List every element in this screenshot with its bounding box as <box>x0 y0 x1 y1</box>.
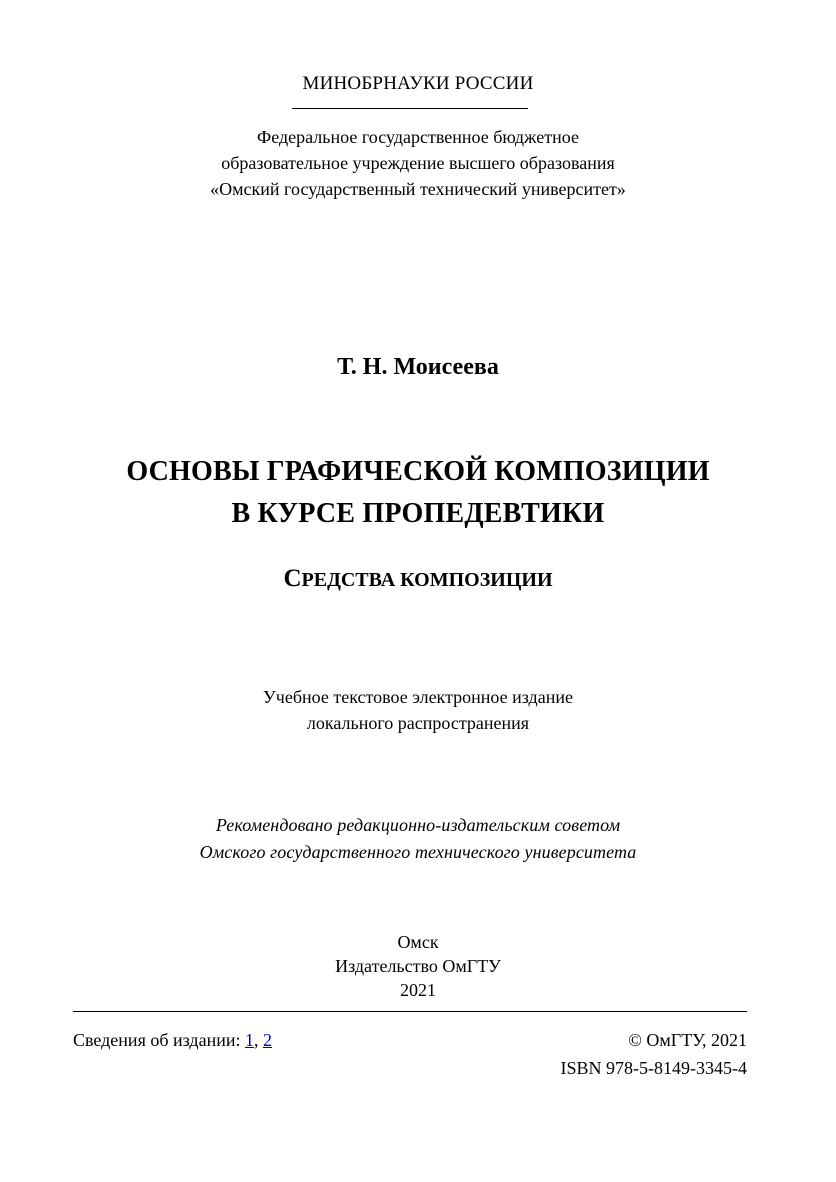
institution-line-1: Федеральное государственное бюджетное <box>257 127 579 147</box>
edition-info <box>73 1028 272 1052</box>
author-name: Т. Н. Моисеева <box>337 354 499 380</box>
book-title <box>0 451 836 535</box>
footer-divider <box>73 1011 747 1012</box>
edition-info-separator: , <box>253 1030 259 1050</box>
imprint-publisher: Издательство ОмГТУ <box>335 956 501 976</box>
edition-info-link-2[interactable]: 2 <box>262 1030 272 1050</box>
book-subtitle <box>0 563 836 596</box>
edition-type <box>0 684 836 736</box>
recommendation-line-2: Омского государственного технического университета <box>199 842 637 862</box>
institution-line-3: «Омский государственный технический университет» <box>210 179 626 199</box>
edition-info-link-1[interactable]: 1 <box>244 1030 254 1050</box>
edition-type-line-2: локального распространения <box>306 713 530 733</box>
institution-line-2: образовательное учреждение высшего образования <box>221 153 615 173</box>
edition-info-label: Сведения об издании: <box>73 1030 241 1050</box>
copyright: © ОмГТУ, 2021 <box>628 1030 747 1050</box>
institution-name <box>0 124 836 202</box>
imprint-city: Омск <box>397 932 439 952</box>
ministry-name: МИНОБРНАУКИ РОССИИ <box>302 73 534 94</box>
title-line-1: ОСНОВЫ ГРАФИЧЕСКОЙ КОМПОЗИЦИИ <box>126 456 710 487</box>
edition-type-line-1: Учебное текстовое электронное издание <box>263 687 573 707</box>
imprint <box>0 930 836 1002</box>
subtitle-first-letter: С <box>283 565 302 592</box>
title-line-2: В КУРСЕ ПРОПЕДЕВТИКИ <box>231 498 605 529</box>
imprint-year: 2021 <box>400 980 436 1000</box>
ministry-divider <box>292 108 528 109</box>
recommendation-line-1: Рекомендовано редакционно-издательским советом <box>215 815 621 835</box>
isbn: ISBN 978-5-8149-3345-4 <box>560 1058 747 1078</box>
subtitle-rest: РЕДСТВА КОМПОЗИЦИИ <box>301 569 553 591</box>
recommendation <box>0 812 836 866</box>
